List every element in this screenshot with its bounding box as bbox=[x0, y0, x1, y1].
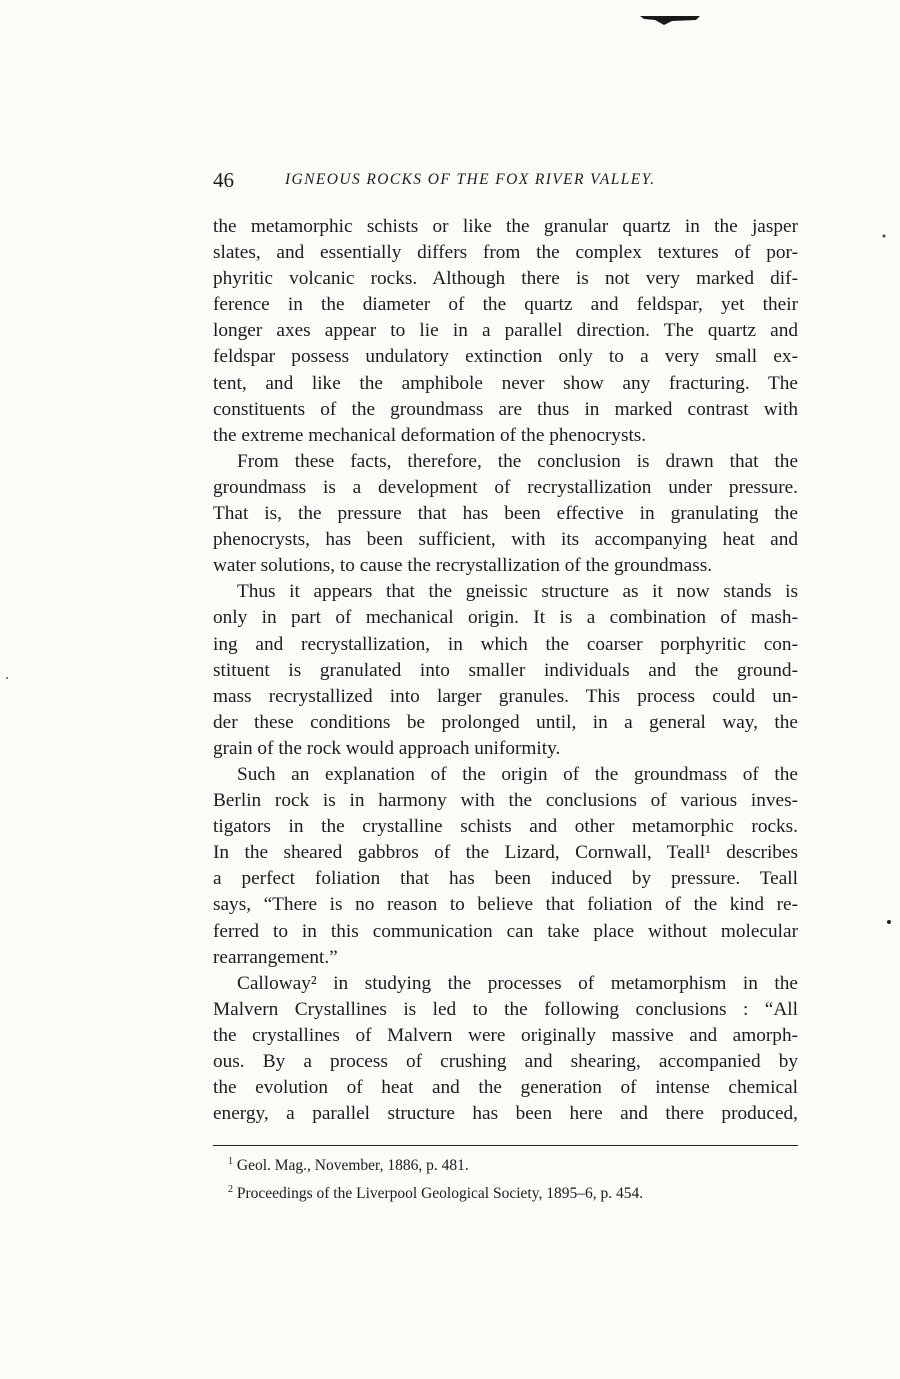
footnote-1 bbox=[228, 1150, 798, 1178]
text-line: ferred to in this communication can take place without molecular bbox=[213, 920, 798, 942]
text-line: feldspar possess undulatory extinction only to a very small ex- bbox=[213, 346, 798, 368]
text-line: rearrangement.” bbox=[213, 946, 338, 968]
text-line: phyritic volcanic rocks. Although there is not very marked dif- bbox=[213, 268, 798, 290]
text-line: only in part of mechanical origin. It is a combination of mash- bbox=[213, 607, 798, 629]
paragraph-first-line: Calloway² in studying the processes of metamorphism in the bbox=[237, 972, 798, 994]
text-line: says, “There is no reason to believe that foliation of the kind re- bbox=[213, 894, 798, 916]
footnote-mark: 2 bbox=[228, 1184, 233, 1196]
text-line: the metamorphic schists or like the granular quartz in the jasper bbox=[213, 216, 798, 237]
speck bbox=[6, 677, 8, 679]
text-line: slates, and essentially differs from the complex textures of por- bbox=[213, 242, 798, 264]
footnote-mark: 1 bbox=[228, 1156, 233, 1167]
text-line: energy, a parallel structure has been here and there produced, bbox=[213, 1103, 798, 1125]
text-line: the evolution of heat and the generation of intense chemical bbox=[213, 1077, 798, 1099]
footnote-rule bbox=[213, 1145, 798, 1146]
paragraph-first-line: From these facts, therefore, the conclusion is drawn that the bbox=[237, 450, 798, 472]
footnote-text: Geol. Mag., November, 1886, p. 481. bbox=[236, 1157, 469, 1175]
speck bbox=[887, 920, 891, 924]
footnote-2 bbox=[228, 1178, 798, 1206]
text-line: Berlin rock is in harmony with the conclusions of various inves- bbox=[213, 790, 798, 812]
ink-smudge bbox=[640, 16, 700, 25]
text-line: That is, the pressure that has been effective in granulating the bbox=[213, 503, 798, 525]
text-line: longer axes appear to lie in a parallel direction. The quartz and bbox=[213, 320, 798, 342]
footnotes bbox=[228, 1150, 798, 1206]
text-line: ference in the diameter of the quartz and feldspar, yet their bbox=[213, 294, 798, 316]
text-line: a perfect foliation that has been induced by pressure. Teall bbox=[213, 868, 798, 890]
running-title: IGNEOUS ROCKS OF THE FOX RIVER VALLEY. bbox=[285, 171, 656, 188]
text-line: Malvern Crystallines is led to the following conclusions : “All bbox=[213, 998, 798, 1020]
text-line: phenocrysts, has been sufficient, with its accompanying heat and bbox=[213, 529, 798, 551]
text-line: In the sheared gabbros of the Lizard, Cornwall, Teall¹ describes bbox=[213, 842, 798, 864]
body-text bbox=[213, 214, 798, 1127]
text-line: groundmass is a development of recrystallization under pressure. bbox=[213, 476, 798, 498]
paragraph-first-line: Thus it appears that the gneissic structure as it now stands is bbox=[237, 581, 798, 603]
paragraph-first-line: Such an explanation of the origin of the groundmass of the bbox=[237, 763, 798, 785]
text-line: constituents of the groundmass are thus in marked contrast with bbox=[213, 398, 798, 420]
speck bbox=[883, 235, 886, 238]
text-line: tigators in the crystalline schists and other metamorphic rocks. bbox=[213, 816, 798, 838]
page-number: 46 bbox=[213, 168, 234, 192]
text-line: the crystallines of Malvern were originally massive and amorph- bbox=[213, 1024, 798, 1046]
text-line: mass recrystallized into larger granules. This process could un- bbox=[213, 685, 798, 707]
text-line: grain of the rock would approach uniformity. bbox=[213, 737, 561, 759]
text-line: water solutions, to cause the recrystallization of the groundmass. bbox=[213, 555, 713, 577]
text-line: ous. By a process of crushing and shearing, accompanied by bbox=[213, 1051, 798, 1072]
text-line: the extreme mechanical deformation of the phenocrysts. bbox=[213, 424, 647, 446]
footnote-text: Proceedings of the Liverpool Geological Society, 1895–6, p. 454. bbox=[236, 1185, 644, 1203]
text-line: tent, and like the amphibole never show any fracturing. The bbox=[213, 372, 798, 394]
running-header bbox=[213, 166, 798, 194]
text-line: stituent is granulated into smaller individuals and the ground- bbox=[213, 659, 798, 681]
text-line: der these conditions be prolonged until, in a general way, the bbox=[213, 711, 798, 733]
text-line: ing and recrystallization, in which the coarser porphyritic con- bbox=[213, 633, 798, 655]
